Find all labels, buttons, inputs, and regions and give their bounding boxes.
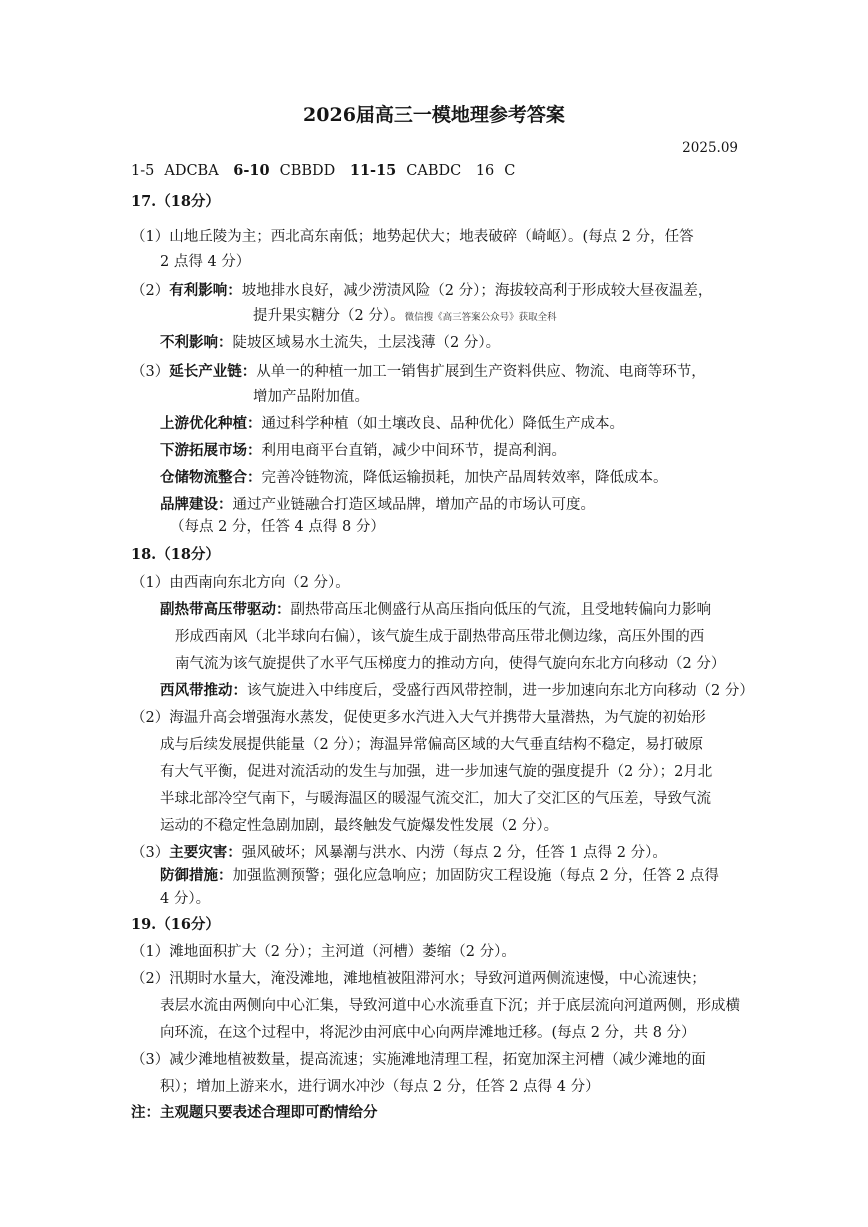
q19-part2-line3: 向环流，在这个过程中，将泥沙由河底中心向两岸滩地迁移。(每点 2 分，共 8 分） — [160, 1025, 696, 1041]
q18-part3-line3: 4 分）。 — [160, 891, 211, 907]
q17-part2-text: 坡地排水良好，减少涝渍风险（2 分）；海拔较高利于形成较大昼夜温差， — [241, 283, 713, 299]
logistics-label: 仓储物流整合： — [160, 469, 262, 486]
q18-part1-line4: 南气流为该气旋提供了水平气压梯度力的推动方向，使得气旋向东北方向移动（2 分） — [175, 656, 726, 672]
page-title: 2026届高三一模地理参考答案 — [303, 104, 565, 126]
q17-part3-text: 从单一的种植一加工一销售扩展到生产资料供应、物流、电商等环节， — [256, 364, 706, 380]
q19-part1: （1）滩地面积扩大（2 分）；主河道（河槽）萎缩（2 分）。 — [131, 944, 516, 960]
q18-part2-line1: （2）海温升高会增强海水蒸发，促使更多水汽进入大气并携带大量潜热，为气旋的初始形 — [131, 710, 706, 726]
answer-16: C — [504, 163, 516, 179]
q17-part1-line2: 2 点得 4 分） — [160, 254, 251, 270]
defense-measures-text: 加强监测预警；强化应急响应；加固防灾工程设施（每点 2 分，任答 2 点得 — [232, 868, 719, 884]
q19-heading: 19.（16分） — [131, 916, 220, 933]
range-6-10: 6-10 — [233, 162, 270, 179]
q17-part3-upstream — [160, 412, 624, 433]
subtropical-high-label: 副热带高压带驱动： — [160, 601, 291, 618]
watermark-text: 微信搜《高三答案公众号》获取全科 — [404, 312, 557, 323]
brand-text: 通过产业链融合打造区域品牌，增加产品的市场认可度。 — [232, 497, 595, 513]
q17-part3-scoring: （每点 2 分，任答 4 点得 8 分） — [170, 519, 385, 535]
q18-part3-line2 — [160, 864, 719, 885]
answers-1-5: ADCBA — [164, 163, 219, 179]
document-date: 2025.09 — [682, 140, 738, 156]
range-11-15: 11-15 — [349, 162, 397, 179]
q17-part3-logistics — [160, 466, 668, 487]
q17-part3-brand — [160, 493, 595, 514]
range-16: 16 — [475, 163, 495, 179]
subtropical-high-text: 副热带高压北侧盛行从高压指向低压的气流，且受地转偏向力影响 — [290, 602, 711, 618]
q18-part2-line3: 有大气平衡，促进对流活动的发生与加强，进一步加速气旋的强度提升（2 分）；2月北 — [160, 764, 713, 780]
q17-part3-downstream — [160, 439, 566, 460]
unfavorable-impact-label: 不利影响： — [160, 334, 233, 351]
q17-part2-line3 — [160, 331, 500, 352]
answers-6-10: CBBDD — [279, 163, 336, 179]
q17-part2-line1 — [131, 279, 712, 300]
q19-part3-line1: （3）减少滩地植被数量，提高流速；实施滩地清理工程，拓宽加深主河槽（减少滩地的面 — [131, 1052, 706, 1068]
grading-note: 注：主观题只要表述合理即可酌情给分 — [131, 1104, 378, 1121]
q18-part3-prefix: （3） — [131, 845, 170, 861]
q17-heading: 17.（18分） — [131, 193, 220, 210]
q19-part2-line2: 表层水流由两侧向中心汇集，导致河道中心水流垂直下沉；并于底层流向河道两侧，形成横 — [160, 998, 740, 1014]
main-disasters-text: 强风破坏；风暴潮与洪水、内涝（每点 2 分，任答 1 点得 2 分）。 — [241, 845, 667, 861]
q17-part2-unfavorable: 陡坡区域易水土流失，土层浅薄（2 分）。 — [232, 335, 501, 351]
q18-part1-line3: 形成西南风（北半球向右偏），该气旋生成于副热带高压带北侧边缘，高压外围的西 — [175, 629, 705, 645]
westerlies-text: 该气旋进入中纬度后，受盛行西风带控制，进一步加速向东北方向移动（2 分） — [247, 683, 754, 699]
q18-part2-line4: 半球北部冷空气南下，与暖海温区的暖湿气流交汇，加大了交汇区的气压差，导致气流 — [160, 791, 711, 807]
q17-part3-line1 — [131, 360, 706, 381]
brand-label: 品牌建设： — [160, 496, 233, 513]
q17-part1-line1: （1）山地丘陵为主；西北高东南低；地势起伏大；地表破碎（崎岖）。(每点 2 分，任答 — [131, 229, 694, 245]
westerlies-label: 西风带推动： — [160, 682, 247, 699]
range-1-5: 1-5 — [131, 163, 155, 179]
main-disasters-label: 主要灾害： — [169, 844, 242, 861]
q18-part2-line2: 成与后续发展提供能量（2 分）；海温异常偏高区域的大气垂直结构不稳定，易打破原 — [160, 737, 704, 753]
q19-part3-line2: 积）；增加上游来水，进行调水冲沙（每点 2 分，任答 2 点得 4 分） — [160, 1079, 600, 1095]
q18-part3-line1 — [131, 841, 667, 862]
q18-part1-westerlies — [160, 679, 754, 700]
q18-part2-line5: 运动的不稳定性急剧加剧，最终触发气旋爆发性发展（2 分）。 — [160, 818, 559, 834]
logistics-text: 完善冷链物流，降低运输损耗，加快产品周转效率，降低成本。 — [261, 470, 668, 486]
multiple-choice-answers — [131, 162, 525, 179]
q18-heading: 18.（18分） — [131, 546, 220, 563]
downstream-text: 利用电商平台直销，减少中间环节，提高利润。 — [261, 443, 566, 459]
q19-part2-line1: （2）汛期时水量大，淹没滩地，滩地植被阻滞河水；导致河道两侧流速慢，中心流速快； — [131, 971, 706, 987]
defense-measures-label: 防御措施： — [160, 867, 233, 884]
q18-part1-subtropical — [160, 598, 711, 619]
q17-part2-prefix: （2） — [131, 283, 170, 299]
upstream-text: 通过科学种植（如土壤改良、品种优化）降低生产成本。 — [261, 416, 624, 432]
extend-chain-label: 延长产业链： — [169, 363, 257, 380]
answers-11-15: CABDC — [406, 163, 462, 179]
favorable-impact-label: 有利影响： — [169, 282, 242, 299]
downstream-label: 下游拓展市场： — [160, 442, 262, 459]
q17-part2-line2 — [253, 304, 557, 325]
q17-part3-line2: 增加产品附加值。 — [253, 389, 369, 405]
q18-part1-line1: （1）由西南向东北方向（2 分）。 — [131, 575, 350, 591]
q17-part3-prefix: （3） — [131, 364, 170, 380]
q17-part2-continued: 提升果实糖分（2 分）。 — [253, 308, 405, 324]
upstream-label: 上游优化种植： — [160, 415, 262, 432]
